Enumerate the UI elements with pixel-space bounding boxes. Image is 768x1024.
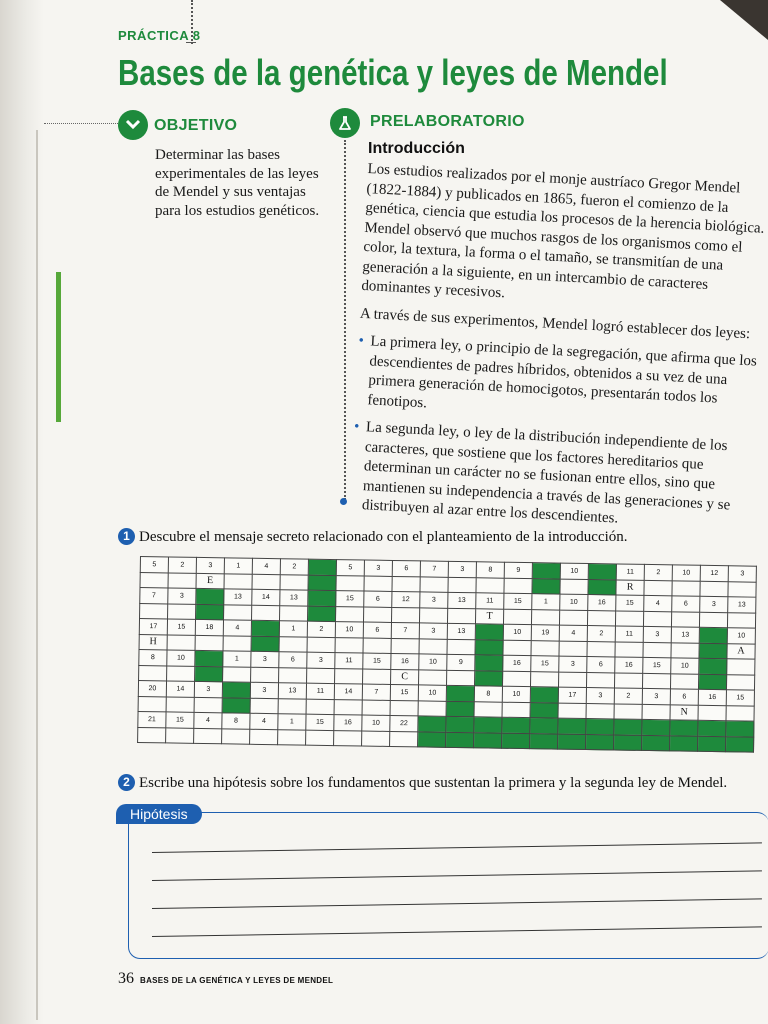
grid-answer-cell: [196, 604, 224, 620]
grid-answer-cell[interactable]: [614, 672, 642, 688]
grid-number-cell: 13: [447, 623, 475, 639]
grid-answer-cell[interactable]: [560, 579, 588, 595]
grid-answer-cell: [642, 735, 670, 751]
grid-answer-cell[interactable]: [138, 727, 166, 743]
grid-number-cell: [698, 720, 726, 736]
grid-number-cell: 10: [167, 650, 195, 666]
secret-message-grid: [137, 556, 757, 753]
grid-number-cell: 10: [418, 685, 446, 701]
grid-answer-cell[interactable]: [334, 730, 362, 746]
grid-number-cell: 11: [306, 683, 334, 699]
grid-answer-cell[interactable]: [335, 637, 363, 653]
grid-answer-cell[interactable]: [474, 701, 502, 717]
grid-answer-cell[interactable]: [250, 698, 278, 714]
grid-number-cell: 4: [250, 713, 278, 729]
grid-answer-cell[interactable]: [531, 640, 559, 656]
grid-answer-cell[interactable]: [222, 728, 250, 744]
grid-answer-cell[interactable]: [586, 672, 614, 688]
grid-answer-cell: [698, 674, 726, 690]
grid-number-cell: 3: [642, 688, 670, 704]
grid-answer-cell: [588, 579, 616, 595]
grid-answer-cell[interactable]: [503, 640, 531, 656]
grid-answer-cell[interactable]: [307, 637, 335, 653]
grid-answer-cell[interactable]: [194, 697, 222, 713]
grid-number-cell: 15: [504, 593, 532, 609]
grid-number-cell: 12: [392, 591, 420, 607]
grid-answer-cell[interactable]: [419, 669, 447, 685]
grid-number-cell: 7: [140, 588, 168, 604]
page-number: 36: [118, 970, 134, 987]
grid-number-cell: 11: [615, 626, 643, 642]
grid-number-cell: [558, 718, 586, 734]
grid-number-cell: [475, 655, 503, 671]
grid-number-cell: [502, 717, 530, 733]
prelab-body: [349, 160, 767, 544]
grid-number-cell: [475, 624, 503, 640]
grid-answer-cell[interactable]: [502, 671, 530, 687]
grid-answer-cell[interactable]: E: [196, 573, 224, 589]
grid-answer-cell[interactable]: [224, 604, 252, 620]
grid-number-cell: 15: [616, 595, 644, 611]
grid-number-cell: 21: [138, 711, 166, 727]
grid-number-cell: 15: [531, 656, 559, 672]
grid-answer-cell[interactable]: [644, 580, 672, 596]
grid-answer-cell[interactable]: [307, 668, 335, 684]
grid-answer-cell[interactable]: [586, 703, 614, 719]
grid-answer-cell[interactable]: [194, 728, 222, 744]
grid-answer-cell[interactable]: [476, 577, 504, 593]
grid-number-cell: 16: [588, 595, 616, 611]
grid-number-cell: 10: [502, 686, 530, 702]
grid-answer-cell: [558, 734, 586, 750]
grid-number-cell: 10: [671, 658, 699, 674]
grid-answer-cell[interactable]: N: [670, 704, 698, 720]
grid-answer-cell[interactable]: [504, 578, 532, 594]
grid-number-cell: [251, 620, 279, 636]
grid-number-cell: 16: [334, 715, 362, 731]
grid-answer-cell[interactable]: [558, 703, 586, 719]
grid-answer-cell[interactable]: [252, 574, 280, 590]
grid-answer-cell[interactable]: [530, 671, 558, 687]
grid-number-cell: [196, 588, 224, 604]
grid-answer-cell[interactable]: [420, 576, 448, 592]
grid-number-cell: 10: [560, 563, 588, 579]
grid-answer-cell[interactable]: [503, 609, 531, 625]
grid-answer-cell[interactable]: [167, 665, 195, 681]
margin-green-tab: [56, 272, 61, 422]
law-one-bullet: • La primera ley, o principio de la segregación, que afirma que los descendientes de padres híbridos, obtenidos a su vez de una primera generación de homocigotos, presentarán todos los fenotipos.: [355, 332, 759, 431]
grid-number-cell: [474, 717, 502, 733]
grid-answer-cell[interactable]: [336, 575, 364, 591]
grid-answer-cell[interactable]: [392, 576, 420, 592]
grid-answer-cell: [532, 578, 560, 594]
grid-number-cell: 16: [503, 655, 531, 671]
grid-number-cell: [530, 718, 558, 734]
grid-answer-cell[interactable]: [728, 581, 756, 597]
grid-answer-cell[interactable]: R: [616, 579, 644, 595]
grid-answer-cell[interactable]: [166, 696, 194, 712]
grid-number-cell: 17: [558, 687, 586, 703]
grid-number-cell: 8: [476, 562, 504, 578]
grid-answer-cell: [251, 636, 279, 652]
grid-number-cell: 3: [448, 561, 476, 577]
grid-number-cell: [308, 559, 336, 575]
grid-answer-cell[interactable]: [279, 667, 307, 683]
grid-answer-cell[interactable]: [139, 665, 167, 681]
grid-number-cell: 2: [168, 557, 196, 573]
grid-answer-cell[interactable]: [419, 638, 447, 654]
grid-answer-cell[interactable]: [615, 610, 643, 626]
grid-answer-cell[interactable]: [671, 611, 699, 627]
grid-number-cell: 14: [252, 589, 280, 605]
objective-heading: OBJETIVO: [154, 117, 238, 134]
flask-icon: [330, 108, 360, 138]
grid-number-cell: 1: [278, 714, 306, 730]
grid-number-cell: 6: [364, 591, 392, 607]
grid-number-cell: 3: [643, 626, 671, 642]
hypothesis-label: Hipótesis: [116, 804, 202, 824]
column-rule-dot: [340, 498, 347, 505]
chevron-down-icon: [118, 110, 148, 140]
grid-number-cell: 3: [196, 557, 224, 573]
grid-answer-cell[interactable]: [278, 698, 306, 714]
grid-answer-cell[interactable]: [363, 669, 391, 685]
grid-answer-cell[interactable]: [559, 610, 587, 626]
grid-number-cell: 1: [532, 594, 560, 610]
grid-answer-cell[interactable]: [195, 635, 223, 651]
grid-number-cell: 6: [587, 657, 615, 673]
grid-answer-cell[interactable]: [587, 641, 615, 657]
grid-number-cell: 14: [166, 681, 194, 697]
grid-number-cell: 13: [671, 627, 699, 643]
grid-number-cell: 16: [698, 689, 726, 705]
grid-number-cell: 9: [504, 562, 532, 578]
grid-number-cell: 2: [614, 688, 642, 704]
grid-number-cell: [588, 564, 616, 580]
grid-number-cell: [418, 716, 446, 732]
intro-paragraph: Los estudios realizados por el monje austríaco Gregor Mendel (1822-1884) y publicados en 1865, fueron el comienzo de la genética, ciencia que estudia los procesos de la herencia biológica. Mendel observó que muchos rasgos de los organismos como el color, la textura, la forma o el tamaño, se transmitían de una generación a la siguiente, en un intercambio de caracteres dominantes y recesivos.: [360, 160, 765, 302]
grid-answer-cell: [614, 734, 642, 750]
grid-number-cell: 13: [224, 589, 252, 605]
grid-number-cell: 15: [306, 714, 334, 730]
grid-answer-cell[interactable]: [559, 641, 587, 657]
grid-number-cell: 13: [278, 683, 306, 699]
grid-answer-cell[interactable]: [223, 666, 251, 682]
grid-number-cell: 2: [280, 559, 308, 575]
grid-answer-cell: [530, 733, 558, 749]
grid-number-cell: 5: [336, 560, 364, 576]
grid-answer-cell[interactable]: [335, 668, 363, 684]
grid-number-cell: 6: [279, 652, 307, 668]
grid-answer-cell[interactable]: [726, 674, 754, 690]
grid-number-cell: 8: [474, 686, 502, 702]
grid-answer-cell[interactable]: [390, 700, 418, 716]
grid-number-cell: 6: [672, 596, 700, 612]
grid-number-cell: 9: [447, 654, 475, 670]
grid-answer-cell[interactable]: [447, 608, 475, 624]
grid-number-cell: 3: [251, 651, 279, 667]
grid-answer-cell[interactable]: [390, 731, 418, 747]
grid-answer-cell[interactable]: [362, 731, 390, 747]
grid-number-cell: 1: [223, 651, 251, 667]
grid-number-cell: [532, 563, 560, 579]
grid-answer-cell: [530, 702, 558, 718]
grid-number-cell: 10: [672, 565, 700, 581]
question-one: [118, 528, 628, 546]
grid-number-cell: 4: [559, 625, 587, 641]
grid-number-cell: 3: [420, 592, 448, 608]
grid-number-cell: 10: [503, 624, 531, 640]
objective-dotted-rule: [44, 123, 118, 124]
grid-answer-cell[interactable]: [699, 612, 727, 628]
grid-answer-cell: [308, 575, 336, 591]
prelab-heading: PRELABORATORIO: [370, 113, 525, 130]
grid-answer-cell[interactable]: [419, 607, 447, 623]
grid-answer-cell: [222, 697, 250, 713]
grid-number-cell: 15: [390, 684, 418, 700]
grid-number-cell: 4: [644, 595, 672, 611]
grid-answer-cell[interactable]: [364, 576, 392, 592]
grid-answer-cell[interactable]: A: [727, 643, 755, 659]
page-corner: [708, 0, 768, 40]
grid-number-cell: [446, 716, 474, 732]
objective-text: Determinar las bases experimentales de las leyes de Mendel y sus ventajas para los estudios genéticos.: [155, 147, 320, 219]
grid-answer-cell[interactable]: [335, 606, 363, 622]
grid-answer-cell[interactable]: [615, 641, 643, 657]
grid-answer-cell[interactable]: [558, 672, 586, 688]
grid-answer-cell[interactable]: [502, 702, 530, 718]
grid-number-cell: 3: [559, 656, 587, 672]
grid-answer-cell[interactable]: [643, 611, 671, 627]
grid-number-cell: 3: [194, 681, 222, 697]
grid-answer-cell[interactable]: [698, 705, 726, 721]
grid-answer-cell[interactable]: [391, 638, 419, 654]
grid-answer-cell[interactable]: [140, 603, 168, 619]
grid-answer-cell[interactable]: [168, 603, 196, 619]
grid-number-cell: 8: [222, 713, 250, 729]
grid-number-cell: 15: [167, 619, 195, 635]
grid-number-cell: 6: [670, 689, 698, 705]
grid-answer-cell[interactable]: [362, 700, 390, 716]
grid-answer-cell[interactable]: [727, 612, 755, 628]
grid-number-cell: [222, 682, 250, 698]
grid-answer-cell[interactable]: [306, 699, 334, 715]
grid-answer-cell[interactable]: [614, 703, 642, 719]
grid-number-cell: [195, 650, 223, 666]
grid-number-cell: 3: [168, 588, 196, 604]
grid-answer-cell: [446, 701, 474, 717]
grid-number-cell: 15: [363, 653, 391, 669]
grid-number-cell: 4: [223, 620, 251, 636]
grid-number-cell: 15: [643, 657, 671, 673]
grid-answer-cell[interactable]: C: [391, 669, 419, 685]
grid-number-cell: 2: [644, 564, 672, 580]
page-title: Bases de la genética y leyes de Mendel: [118, 52, 668, 93]
grid-answer-cell: [474, 732, 502, 748]
grid-number-cell: 7: [362, 684, 390, 700]
grid-number-cell: 1: [279, 621, 307, 637]
grid-number-cell: 11: [476, 593, 504, 609]
grid-answer-cell[interactable]: [363, 638, 391, 654]
question-one-number: 1: [118, 528, 135, 545]
grid-number-cell: [530, 687, 558, 703]
grid-answer-cell[interactable]: [166, 727, 194, 743]
grid-answer-cell[interactable]: [587, 610, 615, 626]
grid-answer-cell[interactable]: [447, 670, 475, 686]
grid-number-cell: 4: [194, 712, 222, 728]
grid-number-cell: 2: [587, 626, 615, 642]
question-two-number: 2: [118, 774, 135, 791]
grid-number-cell: [586, 719, 614, 735]
grid-answer-cell[interactable]: [278, 729, 306, 745]
question-two: [118, 774, 727, 792]
grid-number-cell: 15: [336, 591, 364, 607]
grid-number-cell: 10: [335, 622, 363, 638]
grid-number-cell: 3: [700, 596, 728, 612]
grid-number-cell: 16: [615, 657, 643, 673]
grid-answer-cell[interactable]: [672, 580, 700, 596]
grid-answer-cell[interactable]: [391, 607, 419, 623]
grid-number-cell: 10: [362, 715, 390, 731]
grid-number-cell: 3: [728, 566, 756, 582]
grid-answer-cell: [446, 732, 474, 748]
grid-number-cell: [642, 719, 670, 735]
grid-answer-cell: [475, 639, 503, 655]
grid-answer-cell[interactable]: [643, 642, 671, 658]
footer-caption: BASES DE LA GENÉTICA Y LEYES DE MENDEL: [140, 976, 334, 985]
grid-answer-cell: [502, 733, 530, 749]
grid-answer-cell[interactable]: [531, 609, 559, 625]
grid-number-cell: 1: [224, 558, 252, 574]
hypothesis-box: [128, 812, 768, 959]
column-dotted-rule: [344, 140, 346, 500]
grid-number-cell: 3: [307, 652, 335, 668]
grid-answer-cell[interactable]: [700, 581, 728, 597]
grid-number-cell: 3: [586, 688, 614, 704]
grid-number-cell: [308, 590, 336, 606]
grid-number-cell: 19: [531, 625, 559, 641]
grid-answer-cell[interactable]: [642, 704, 670, 720]
grid-answer-cell[interactable]: [138, 696, 166, 712]
grid-number-cell: 11: [335, 653, 363, 669]
grid-answer-cell[interactable]: [250, 729, 278, 745]
grid-number-cell: [699, 658, 727, 674]
grid-number-cell: 22: [390, 715, 418, 731]
grid-number-cell: 13: [728, 597, 756, 613]
grid-number-cell: 17: [139, 619, 167, 635]
grid-number-cell: 10: [727, 628, 755, 644]
grid-answer-cell: [195, 666, 223, 682]
grid-answer-cell[interactable]: [280, 605, 308, 621]
grid-number-cell: 6: [363, 622, 391, 638]
grid-number-cell: 8: [139, 649, 167, 665]
grid-answer-cell[interactable]: [334, 699, 362, 715]
grid-number-cell: 3: [364, 560, 392, 576]
grid-answer-cell[interactable]: [671, 642, 699, 658]
practice-label: PRÁCTICA 8: [118, 28, 201, 43]
grid-number-cell: 3: [250, 682, 278, 698]
grid-number-cell: 6: [392, 560, 420, 576]
grid-number-cell: 3: [419, 623, 447, 639]
grid-answer-cell[interactable]: H: [139, 634, 167, 650]
grid-number-cell: 13: [280, 590, 308, 606]
grid-number-cell: [670, 720, 698, 736]
grid-answer-cell[interactable]: [223, 635, 251, 651]
question-two-text: Escribe una hipótesis sobre los fundamentos que sustentan la primera y la segunda ley de Mendel.: [139, 775, 728, 791]
grid-answer-cell[interactable]: [418, 700, 446, 716]
grid-answer-cell[interactable]: [670, 673, 698, 689]
spine-divider: [36, 130, 38, 1020]
grid-answer-cell: [307, 606, 335, 622]
grid-answer-cell[interactable]: [251, 667, 279, 683]
grid-answer-cell[interactable]: [447, 639, 475, 655]
grid-number-cell: 2: [307, 621, 335, 637]
grid-number-cell: [699, 627, 727, 643]
grid-number-cell: 16: [391, 653, 419, 669]
grid-answer-cell[interactable]: [140, 572, 168, 588]
grid-number-cell: 20: [138, 680, 166, 696]
grid-answer-cell: [475, 670, 503, 686]
grid-answer-cell[interactable]: [642, 673, 670, 689]
grid-number-cell: 15: [726, 690, 754, 706]
grid-answer-cell[interactable]: [252, 605, 280, 621]
grid-number-cell: 12: [700, 565, 728, 581]
grid-number-cell: 7: [420, 561, 448, 577]
question-one-text: Descubre el mensaje secreto relacionado con el planteamiento de la introducción.: [139, 529, 628, 545]
grid-answer-cell[interactable]: [280, 574, 308, 590]
grid-number-cell: [726, 721, 754, 737]
intro-title: Introducción: [368, 140, 465, 157]
grid-answer-cell[interactable]: [279, 636, 307, 652]
grid-answer-cell: [725, 736, 753, 752]
grid-number-cell: 11: [616, 564, 644, 580]
grid-number-cell: 7: [391, 622, 419, 638]
grid-number-cell: 10: [560, 594, 588, 610]
grid-number-cell: [446, 685, 474, 701]
grid-answer-cell[interactable]: T: [475, 608, 503, 624]
grid-answer-cell[interactable]: [224, 573, 252, 589]
law-two-bullet: • La segunda ley, o ley de la distribución independiente de los caracteres, que sostiene que los factores hereditarios que determinan un carácter no se fusionan entre ellos, sino que mantienen su independencia a través de las generaciones y se distribuyen al azar entre los descendientes.: [349, 418, 754, 536]
grid-answer-cell[interactable]: [167, 634, 195, 650]
grid-answer-cell: [698, 736, 726, 752]
grid-number-cell: 18: [195, 619, 223, 635]
grid-number-cell: 13: [448, 592, 476, 608]
grid-number-cell: 15: [166, 712, 194, 728]
grid-number-cell: [727, 659, 755, 675]
grid-answer-cell[interactable]: [726, 705, 754, 721]
page-footer: [118, 970, 333, 988]
grid-answer-cell[interactable]: [363, 607, 391, 623]
grid-answer-cell: [418, 731, 446, 747]
grid-number-cell: [614, 719, 642, 735]
grid-answer-cell: [699, 643, 727, 659]
grid-number-cell: 5: [140, 557, 168, 573]
grid-answer-cell[interactable]: [168, 572, 196, 588]
grid-answer-cell: [586, 734, 614, 750]
grid-answer-cell[interactable]: [448, 577, 476, 593]
grid-number-cell: 14: [334, 684, 362, 700]
laws-intro: A través de sus experimentos, Mendel logró establecer dos leyes:: [359, 305, 751, 342]
grid-answer-cell: [670, 735, 698, 751]
grid-number-cell: 10: [419, 654, 447, 670]
grid-number-cell: 4: [252, 558, 280, 574]
grid-answer-cell[interactable]: [306, 730, 334, 746]
